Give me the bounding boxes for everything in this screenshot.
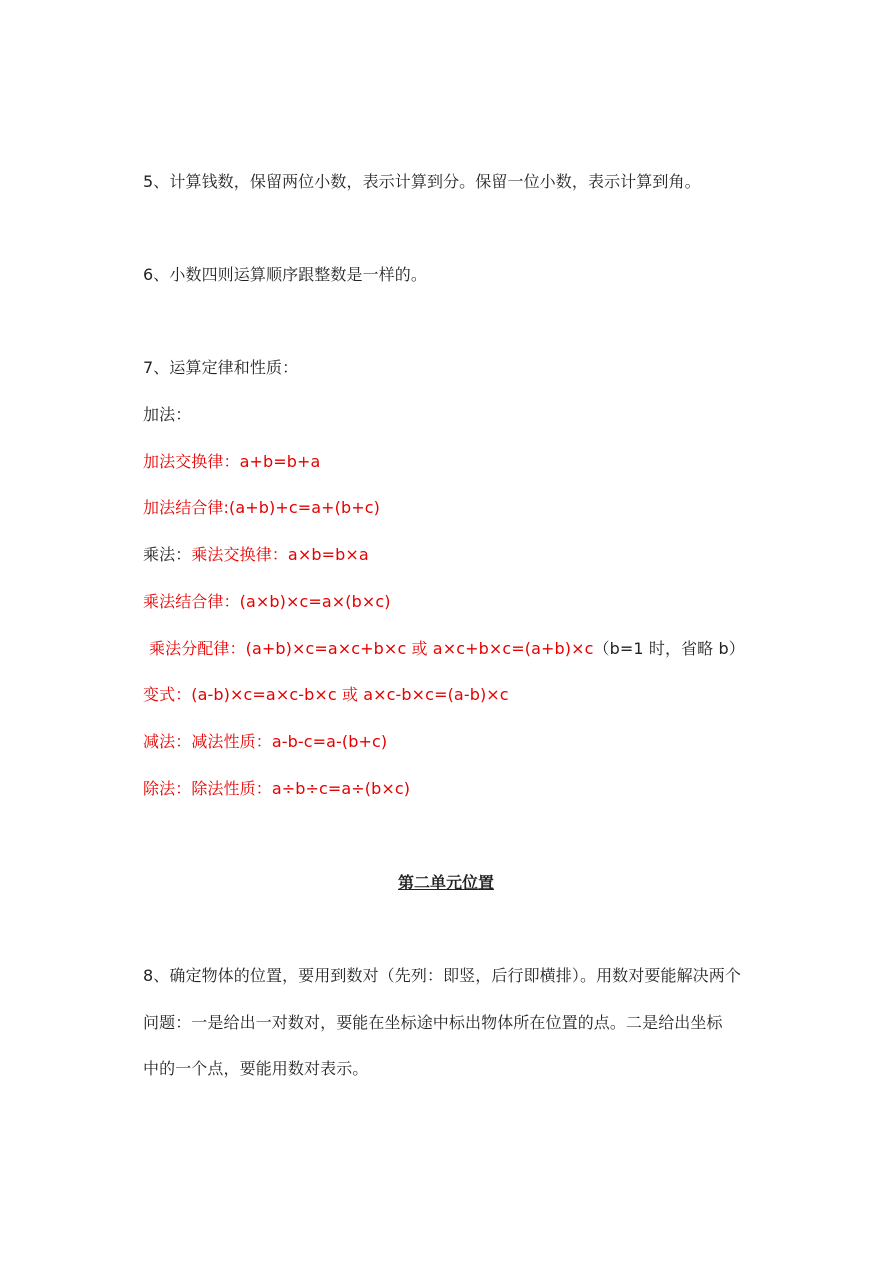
subtraction-label: 减法：	[143, 732, 192, 751]
addition-label: 加法：	[143, 405, 192, 424]
distributive-variant: 变式：(a-b)×c=a×c-b×c 或 a×c-b×c=(a-b)×c	[143, 685, 509, 704]
unit-2-heading: 第二单元位置	[397, 873, 494, 892]
paragraph-8-line-1: 8、确定物体的位置，要用到数对（先列：即竖，后行即横排）。用数对要能解决两个	[143, 966, 741, 985]
distributive-note: （b=1 时，省略 b）	[593, 639, 745, 658]
paragraph-8-line-2: 问题：一是给出一对数对，要能在坐标途中标出物体所在位置的点。二是给出坐标	[143, 1013, 723, 1032]
subtraction-line	[143, 731, 387, 753]
paragraph-8-line-3: 中的一个点，要能用数对表示。	[143, 1059, 369, 1078]
multiplication-distributive-line	[149, 638, 745, 660]
addition-commutative-law: 加法交换律：a+b=b+a	[143, 452, 321, 471]
paragraph-5: 5、计算钱数，保留两位小数，表示计算到分。保留一位小数，表示计算到角。	[143, 172, 701, 191]
paragraph-6: 6、小数四则运算顺序跟整数是一样的。	[143, 265, 427, 284]
multiplication-commutative-line	[143, 544, 369, 566]
subtraction-property: 减法性质：a-b-c=a-(b+c)	[191, 732, 388, 751]
addition-associative-law: 加法结合律:(a+b)+c=a+(b+c)	[143, 498, 381, 517]
paragraph-7: 7、运算定律和性质：	[143, 358, 299, 377]
division-property: 除法性质：a÷b÷c=a÷(b×c)	[191, 779, 411, 798]
multiplication-distributive-law: 乘法分配律：(a+b)×c=a×c+b×c 或 a×c+b×c=(a+b)×c	[149, 639, 594, 658]
multiplication-associative-law: 乘法结合律：(a×b)×c=a×(b×c)	[143, 592, 391, 611]
multiplication-commutative-law: 乘法交换律：a×b=b×a	[191, 545, 369, 564]
division-line	[143, 778, 410, 800]
multiplication-label: 乘法：	[143, 545, 192, 564]
division-label: 除法：	[143, 779, 192, 798]
